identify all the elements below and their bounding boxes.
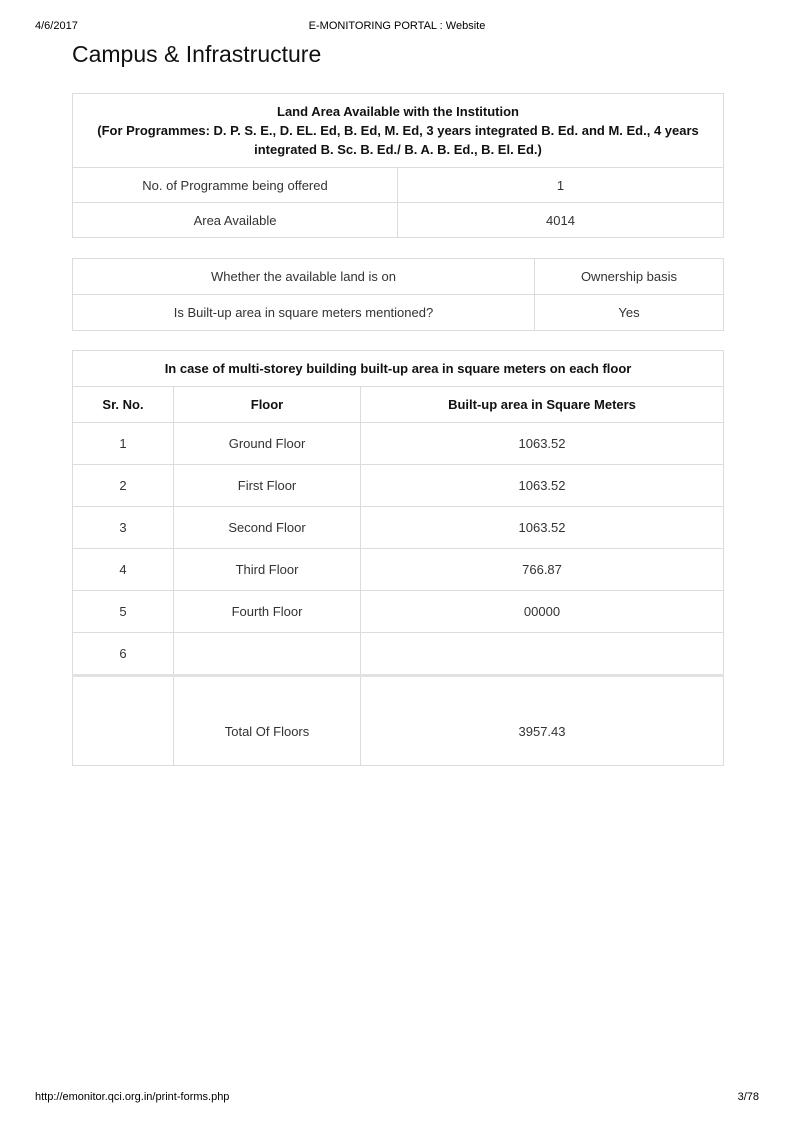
table-row — [73, 295, 724, 331]
sr-no-cell: 4 — [73, 549, 174, 591]
builtup-mentioned-label: Is Built-up area in square meters mentioned? — [73, 295, 535, 331]
table-row — [73, 633, 724, 676]
column-header-sr-no: Sr. No. — [73, 387, 174, 423]
print-date: 4/6/2017 — [35, 20, 78, 32]
sr-no-cell: 2 — [73, 465, 174, 507]
table-row — [73, 549, 724, 591]
area-cell: 1063.52 — [361, 423, 724, 465]
page-number: 3/78 — [737, 1091, 759, 1103]
sr-no-cell: 3 — [73, 507, 174, 549]
area-label: Area Available — [73, 203, 398, 238]
area-cell — [361, 633, 724, 676]
total-empty-cell — [73, 676, 174, 766]
table-row — [73, 465, 724, 507]
table-row — [73, 168, 724, 203]
floors-caption: In case of multi-storey building built-up area in square meters on each floor — [73, 351, 724, 387]
land-area-caption — [73, 94, 724, 168]
total-label: Total Of Floors — [174, 676, 361, 766]
programmes-value: 1 — [398, 168, 724, 203]
floor-cell — [174, 633, 361, 676]
land-area-table — [72, 93, 724, 238]
column-header-area: Built-up area in Square Meters — [361, 387, 724, 423]
sr-no-cell: 5 — [73, 591, 174, 633]
floor-cell: First Floor — [174, 465, 361, 507]
land-area-heading: Land Area Available with the Institution — [277, 104, 519, 119]
print-url: http://emonitor.qci.org.in/print-forms.php — [35, 1091, 230, 1103]
table-row — [73, 203, 724, 238]
sr-no-cell: 1 — [73, 423, 174, 465]
total-row — [73, 676, 724, 766]
header-row — [73, 387, 724, 423]
sr-no-cell: 6 — [73, 633, 174, 676]
land-basis-value: Ownership basis — [535, 259, 724, 295]
area-value: 4014 — [398, 203, 724, 238]
floor-cell: Fourth Floor — [174, 591, 361, 633]
page-title: Campus & Infrastructure — [72, 41, 322, 67]
table-row — [73, 259, 724, 295]
land-area-subheading: (For Programmes: D. P. S. E., D. EL. Ed, B. Ed, M. Ed, 3 years integrated B. Ed. and M. Ed., 4 years integrated B. Sc. B. Ed./ B. A. B. Ed., B. El. Ed.) — [97, 123, 699, 157]
programmes-label: No. of Programme being offered — [73, 168, 398, 203]
ownership-table — [72, 258, 724, 331]
total-value: 3957.43 — [361, 676, 724, 766]
table-row — [73, 591, 724, 633]
area-cell: 766.87 — [361, 549, 724, 591]
floor-cell: Second Floor — [174, 507, 361, 549]
column-header-floor: Floor — [174, 387, 361, 423]
area-cell: 00000 — [361, 591, 724, 633]
floors-table — [72, 350, 724, 766]
table-row — [73, 507, 724, 549]
table-row — [73, 423, 724, 465]
area-cell: 1063.52 — [361, 507, 724, 549]
builtup-mentioned-value: Yes — [535, 295, 724, 331]
land-basis-label: Whether the available land is on — [73, 259, 535, 295]
area-cell: 1063.52 — [361, 465, 724, 507]
floor-cell: Third Floor — [174, 549, 361, 591]
floor-cell: Ground Floor — [174, 423, 361, 465]
print-page-title: E-MONITORING PORTAL : Website — [308, 20, 486, 32]
